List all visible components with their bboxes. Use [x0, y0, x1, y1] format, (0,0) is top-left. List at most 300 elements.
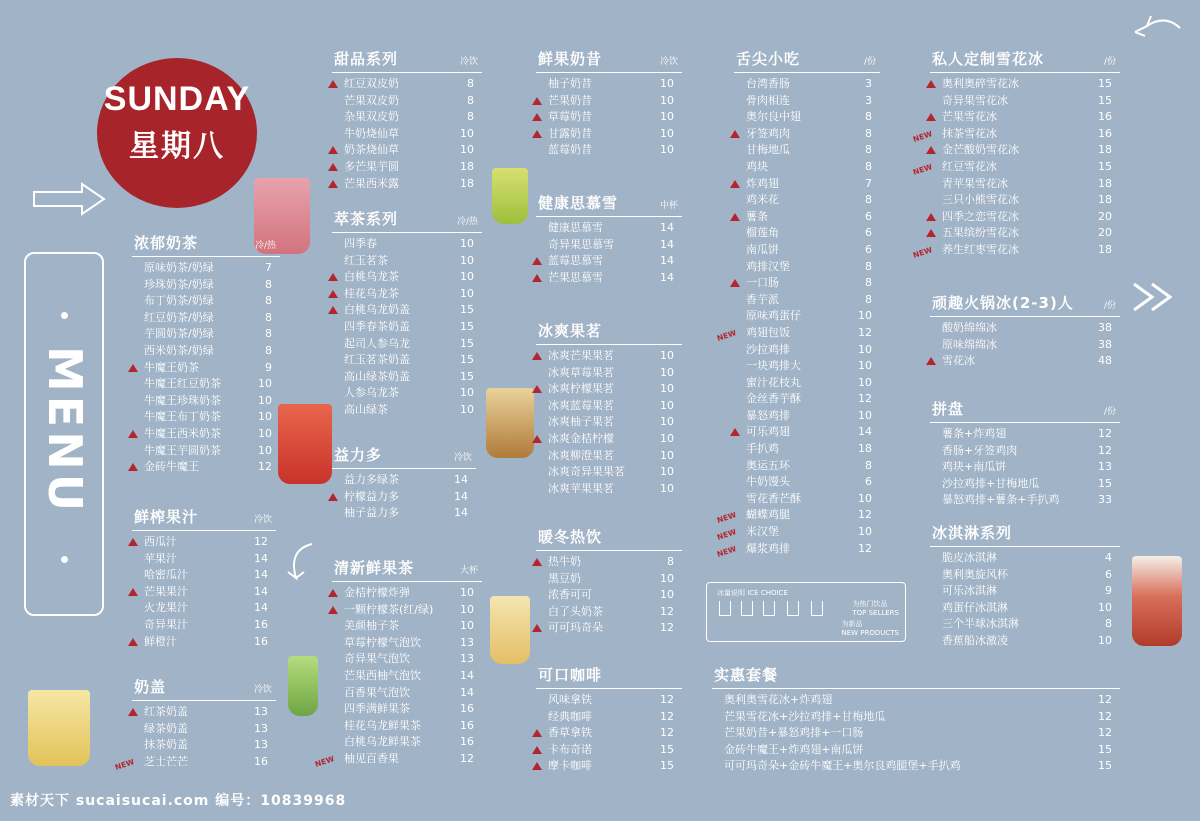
item-price: 8 [265, 310, 272, 324]
item-name: 原味奶茶/奶绿 [144, 261, 214, 274]
menu-item [132, 534, 276, 551]
crown-icon [730, 279, 740, 287]
item-price: 12 [254, 535, 268, 548]
item-name: 益力多绿茶 [344, 473, 399, 486]
item-price: 12 [660, 709, 674, 723]
item-price: 3 [865, 77, 872, 90]
item-name: 珍珠奶茶/奶绿 [144, 277, 214, 291]
item-name: 冰爽奇异果果茗 [548, 465, 625, 479]
item-name: 奇异果汁 [144, 617, 188, 631]
item-name: 经典咖啡 [548, 709, 592, 723]
item-name: 蓝莓奶昔 [548, 143, 592, 157]
menu-item [536, 414, 682, 431]
menu-item [536, 604, 682, 621]
item-price: 8 [467, 93, 474, 107]
item-price: 10 [660, 588, 674, 602]
item-name: 浓香可可 [548, 588, 592, 602]
item-name: 三只小熊雪花冰 [942, 193, 1019, 207]
curved-arrow-icon [1125, 14, 1185, 50]
menu-item [734, 424, 880, 441]
item-price: 15 [460, 369, 474, 383]
drink-icecream-image [1132, 556, 1182, 646]
item-name: 西米奶茶/奶绿 [144, 343, 214, 357]
menu-item [332, 159, 482, 176]
item-price: 13 [254, 738, 268, 752]
item-price: 14 [454, 506, 468, 520]
item-name: 奥尔良中翅 [746, 110, 801, 124]
section-unit: 冷饮 [253, 515, 272, 525]
item-price: 10 [858, 309, 872, 323]
drink-green-image [288, 656, 318, 716]
item-name: 冰爽柠檬果茗 [548, 382, 614, 396]
item-name: 三个半球冰淇淋 [942, 617, 1019, 631]
crown-icon [532, 352, 542, 360]
item-price: 14 [460, 668, 474, 682]
item-name: 奥利奥雪花冰+炸鸡翅 [724, 693, 833, 706]
item-price: 15 [1098, 93, 1112, 107]
section-unit: /份 [863, 57, 876, 67]
menu-item [536, 270, 682, 287]
menu-item [930, 337, 1120, 354]
item-name: 原味鸡蛋仔 [746, 309, 801, 323]
item-price: 18 [1098, 176, 1112, 190]
section-header [132, 504, 276, 531]
crown-icon [532, 257, 542, 265]
item-price: 13 [1098, 460, 1112, 474]
crown-icon [926, 80, 936, 88]
menu-item [536, 398, 682, 415]
item-price: 38 [1098, 321, 1112, 334]
crown-icon [926, 229, 936, 237]
item-price: 10 [660, 77, 674, 90]
menu-item [930, 109, 1120, 126]
section-header [712, 662, 1120, 689]
item-price: 10 [460, 619, 474, 633]
menu-item [332, 651, 482, 668]
menu-item [734, 93, 880, 110]
menu-item [734, 474, 880, 491]
item-price: 16 [1098, 126, 1112, 140]
item-price: 9 [265, 360, 272, 374]
menu-item [536, 93, 682, 110]
menu-item [536, 587, 682, 604]
item-price: 18 [460, 176, 474, 190]
menu-item [930, 616, 1120, 633]
menu-item [536, 554, 682, 571]
item-price: 16 [254, 754, 268, 768]
section-jiankang [536, 190, 682, 286]
item-price: 10 [660, 365, 674, 379]
crown-icon [328, 163, 338, 171]
menu-item [911, 242, 1120, 260]
menu-item [332, 142, 482, 159]
item-price: 10 [460, 286, 474, 300]
section-header [536, 662, 682, 689]
item-name: 摩卡咖啡 [548, 759, 592, 773]
item-name: 冰爽金桔柠檬 [548, 431, 614, 445]
item-price: 10 [460, 270, 474, 284]
item-price: 14 [254, 584, 268, 598]
menu-item [734, 408, 880, 425]
item-name: 百香果气泡饮 [344, 685, 410, 699]
item-price: 15 [1098, 742, 1112, 756]
item-name: 桂花乌龙鲜果茶 [344, 718, 421, 732]
item-price: 8 [467, 110, 474, 124]
item-price: 15 [1098, 77, 1112, 90]
menu-item [536, 365, 682, 382]
item-name: 芒果雪花冰 [942, 110, 997, 124]
section-title: 舌尖小吃 [736, 50, 801, 68]
menu-item [712, 692, 1120, 709]
menu-item [132, 443, 280, 460]
item-price: 10 [858, 408, 872, 422]
new-badge: NEW [715, 543, 738, 559]
menu-item [332, 93, 482, 110]
item-price: 8 [265, 327, 272, 341]
menu-item [132, 426, 280, 443]
new-badge: NEW [715, 510, 738, 526]
section-title: 私人定制雪花冰 [932, 50, 1045, 68]
section-nongyu [132, 230, 280, 476]
item-name: 芒果西柚气泡饮 [344, 668, 421, 682]
section-unit: 中杯 [659, 201, 678, 211]
section-header [332, 555, 482, 582]
item-price: 14 [454, 473, 468, 486]
section-unit: 冷饮 [459, 57, 478, 67]
section-unit: 冷饮 [453, 453, 472, 463]
item-name: 蜜汁花枝丸 [746, 375, 801, 389]
item-price: 12 [460, 751, 474, 765]
item-name: 鸡蛋仔冰淇淋 [942, 600, 1008, 614]
item-name: 红玉茗茶奶盖 [344, 353, 410, 367]
item-name: 冰爽草莓果茗 [548, 365, 614, 379]
item-name: 台湾香肠 [746, 77, 790, 90]
item-price: 10 [258, 393, 272, 407]
item-price: 10 [1098, 600, 1112, 614]
section-title: 拼盘 [932, 400, 965, 418]
item-name: 布丁奶茶/奶绿 [144, 294, 214, 308]
item-name: 香肠+牙签鸡肉 [942, 443, 1018, 457]
legend-new: 为新品 NEW PRODUCTS [841, 620, 899, 637]
menu-item [536, 758, 682, 775]
item-price: 14 [660, 237, 674, 251]
item-name: 柚见百香果 [344, 751, 399, 765]
item-name: 桂花乌龙茶 [344, 286, 399, 300]
menu-item [536, 220, 682, 237]
section-title: 奶盖 [134, 678, 167, 696]
menu-item [132, 343, 280, 360]
menu-item [536, 253, 682, 270]
item-price: 12 [660, 726, 674, 740]
item-price: 6 [865, 226, 872, 240]
menu-item [734, 375, 880, 392]
menu-item [536, 431, 682, 448]
item-price: 10 [660, 143, 674, 157]
menu-item [132, 360, 280, 377]
menu-item [536, 742, 682, 759]
item-name: 芒果思慕雪 [548, 270, 603, 284]
new-badge: NEW [911, 245, 934, 260]
item-price: 10 [660, 398, 674, 412]
item-price: 14 [858, 425, 872, 439]
menu-item [332, 402, 482, 419]
item-price: 15 [1098, 159, 1112, 173]
menu-item [536, 692, 682, 709]
menu-item [332, 668, 482, 685]
item-price: 13 [254, 721, 268, 735]
item-name: 风味拿铁 [548, 693, 592, 706]
item-price: 10 [460, 386, 474, 400]
menu-item [332, 602, 482, 619]
crown-icon [532, 113, 542, 121]
item-price: 13 [460, 635, 474, 649]
item-price: 20 [1098, 209, 1112, 223]
crown-icon [532, 762, 542, 770]
item-price: 14 [660, 221, 674, 234]
menu-item [536, 126, 682, 143]
menu-item [911, 159, 1120, 177]
item-price: 16 [460, 718, 474, 732]
menu-item [734, 292, 880, 309]
section-title: 清新鲜果茶 [334, 559, 415, 577]
menu-item [332, 336, 482, 353]
new-badge: NEW [313, 754, 336, 769]
section-title: 甜品系列 [334, 50, 399, 68]
crown-icon [128, 364, 138, 372]
item-price: 8 [1105, 617, 1112, 631]
item-price: 18 [460, 159, 474, 173]
menu-item [734, 192, 880, 209]
item-price: 10 [660, 448, 674, 462]
item-name: 奶茶烧仙草 [344, 143, 399, 157]
menu-item [332, 319, 482, 336]
item-price: 12 [660, 693, 674, 706]
item-price: 38 [1098, 337, 1112, 351]
item-name: 红豆双皮奶 [344, 77, 399, 90]
item-price: 14 [254, 551, 268, 565]
item-name: 黑豆奶 [548, 571, 581, 585]
item-price: 16 [254, 634, 268, 648]
crown-icon [128, 638, 138, 646]
item-name: 芒果双皮奶 [344, 93, 399, 107]
section-title: 可口咖啡 [538, 666, 603, 684]
menu-item [332, 585, 482, 602]
item-name: 可可玛奇朵+金砖牛魔王+奥尔良鸡腿堡+手扒鸡 [724, 759, 961, 773]
item-name: 白桃乌龙茶 [344, 270, 399, 284]
menu-item [332, 385, 482, 402]
item-name: 五果缤纷雪花冰 [942, 226, 1019, 240]
item-price: 14 [454, 489, 468, 503]
crown-icon [328, 606, 338, 614]
crown-icon [532, 558, 542, 566]
item-price: 8 [865, 143, 872, 157]
item-price: 10 [460, 126, 474, 140]
drink-lime-image [492, 168, 528, 224]
item-name: 抹茶奶盖 [144, 738, 188, 752]
item-name: 芒果奶昔 [548, 93, 592, 107]
crown-icon [128, 538, 138, 546]
item-name: 暴怒鸡排 [746, 408, 790, 422]
section-sirenbing [911, 46, 1120, 260]
section-header [536, 318, 682, 345]
menu-item [734, 76, 880, 93]
item-price: 7 [865, 176, 872, 190]
item-price: 8 [865, 259, 872, 273]
cup-icon [787, 601, 799, 616]
menu-item [536, 620, 682, 637]
item-price: 8 [667, 555, 674, 568]
item-name: 芝士芒芒 [144, 754, 188, 768]
item-name: 柠檬益力多 [344, 489, 399, 503]
item-price: 10 [660, 465, 674, 479]
item-name: 可可玛奇朵 [548, 621, 603, 635]
item-name: 可乐冰淇淋 [942, 584, 997, 598]
new-badge: NEW [911, 162, 934, 177]
menu-item [734, 275, 880, 292]
item-price: 10 [460, 237, 474, 250]
item-name: 骨肉相连 [746, 93, 790, 107]
menu-item [930, 476, 1120, 493]
section-unit: /份 [1103, 407, 1116, 417]
item-name: 绿茶奶盖 [144, 721, 188, 735]
item-name: 奇异果雪花冰 [942, 93, 1008, 107]
menu-item [536, 709, 682, 726]
section-header [332, 442, 476, 469]
item-name: 芒果西米露 [344, 176, 399, 190]
menu-item [712, 758, 1120, 775]
item-name: 牛魔王奶茶 [144, 360, 199, 374]
item-price: 8 [865, 292, 872, 306]
menu-item [930, 426, 1120, 443]
section-bingshuang [536, 318, 682, 497]
item-price: 10 [460, 143, 474, 157]
menu-item [332, 685, 482, 702]
section-header [536, 524, 682, 551]
item-name: 金芒酸奶雪花冰 [942, 143, 1019, 157]
menu-item [734, 391, 880, 408]
menu-item [536, 109, 682, 126]
item-price: 8 [865, 159, 872, 173]
menu-item [734, 491, 880, 508]
item-price: 10 [460, 586, 474, 599]
menu-item [113, 754, 276, 772]
item-price: 15 [460, 336, 474, 350]
crown-icon [730, 180, 740, 188]
menu-item [332, 269, 482, 286]
menu-item [332, 253, 482, 270]
item-price: 12 [1098, 726, 1112, 740]
menu-item [715, 541, 880, 559]
menu-item [332, 635, 482, 652]
crown-icon [926, 113, 936, 121]
menu-item [734, 458, 880, 475]
crown-icon [328, 493, 338, 501]
item-price: 10 [660, 93, 674, 107]
item-price: 15 [1098, 476, 1112, 490]
item-price: 8 [865, 276, 872, 290]
section-title: 实惠套餐 [714, 666, 779, 684]
crown-icon [532, 385, 542, 393]
item-name: 鸡排汉堡 [746, 259, 790, 273]
section-unit: 冷/热 [456, 217, 478, 227]
item-name: 奥利奥旋风杯 [942, 567, 1008, 581]
item-name: 冰爽芒果果茗 [548, 349, 614, 362]
item-price: 4 [1105, 551, 1112, 564]
item-price: 8 [865, 126, 872, 140]
menu-item [930, 192, 1120, 209]
menu-item [332, 369, 482, 386]
section-title: 顽趣火锅冰(2-3)人 [932, 294, 1074, 312]
item-name: 红茶奶盖 [144, 705, 188, 718]
menu-item [930, 176, 1120, 193]
item-name: 牛魔王西米奶茶 [144, 426, 221, 440]
menu-item [536, 348, 682, 365]
crown-icon [532, 729, 542, 737]
menu-item [930, 633, 1120, 650]
item-price: 10 [660, 481, 674, 495]
item-price: 6 [865, 242, 872, 256]
item-name: 美颜柚子茶 [344, 619, 399, 633]
item-name: 冰爽蓝莓果茗 [548, 398, 614, 412]
item-price: 15 [1098, 759, 1112, 773]
item-price: 14 [254, 601, 268, 615]
section-header [536, 46, 682, 73]
item-name: 鲜橙汁 [144, 634, 177, 648]
item-price: 10 [460, 602, 474, 616]
item-name: 冰爽柚子果茗 [548, 415, 614, 429]
item-name: 金砖牛魔王 [144, 460, 199, 474]
menu-item [536, 142, 682, 159]
item-name: 柚子奶昔 [548, 77, 592, 90]
menu-item [536, 381, 682, 398]
crown-icon [128, 708, 138, 716]
item-price: 6 [1105, 567, 1112, 581]
menu-item [734, 259, 880, 276]
section-xianzha [132, 504, 276, 650]
section-title: 健康思慕雪 [538, 194, 619, 212]
menu-item [734, 159, 880, 176]
item-name: 鸡翅包饭 [746, 325, 790, 339]
menu-item [715, 325, 880, 343]
crown-icon [328, 589, 338, 597]
item-price: 16 [254, 617, 268, 631]
cup-icon [719, 601, 731, 616]
section-header [132, 674, 276, 701]
item-price: 12 [258, 460, 272, 474]
item-name: 薯条+炸鸡翅 [942, 427, 1007, 440]
crown-icon [926, 213, 936, 221]
item-price: 8 [467, 77, 474, 90]
item-price: 18 [1098, 193, 1112, 207]
item-price: 13 [254, 705, 268, 718]
section-unit: /份 [1103, 301, 1116, 311]
section-title: 萃茶系列 [334, 210, 399, 228]
item-name: 芋圆奶茶/奶绿 [144, 327, 214, 341]
item-name: 南瓜饼 [746, 242, 779, 256]
menu-item [132, 584, 276, 601]
logo-xingqiba: 星期八 [129, 129, 225, 164]
menu-item [930, 443, 1120, 460]
new-badge: NEW [911, 128, 934, 144]
menu-label-box [24, 252, 104, 616]
item-name: 牛奶馒头 [746, 475, 790, 489]
menu-item [132, 260, 280, 277]
menu-item [930, 492, 1120, 509]
item-price: 10 [258, 410, 272, 424]
menu-item [930, 93, 1120, 110]
menu-item [930, 320, 1120, 337]
section-bingqilin [930, 520, 1120, 650]
